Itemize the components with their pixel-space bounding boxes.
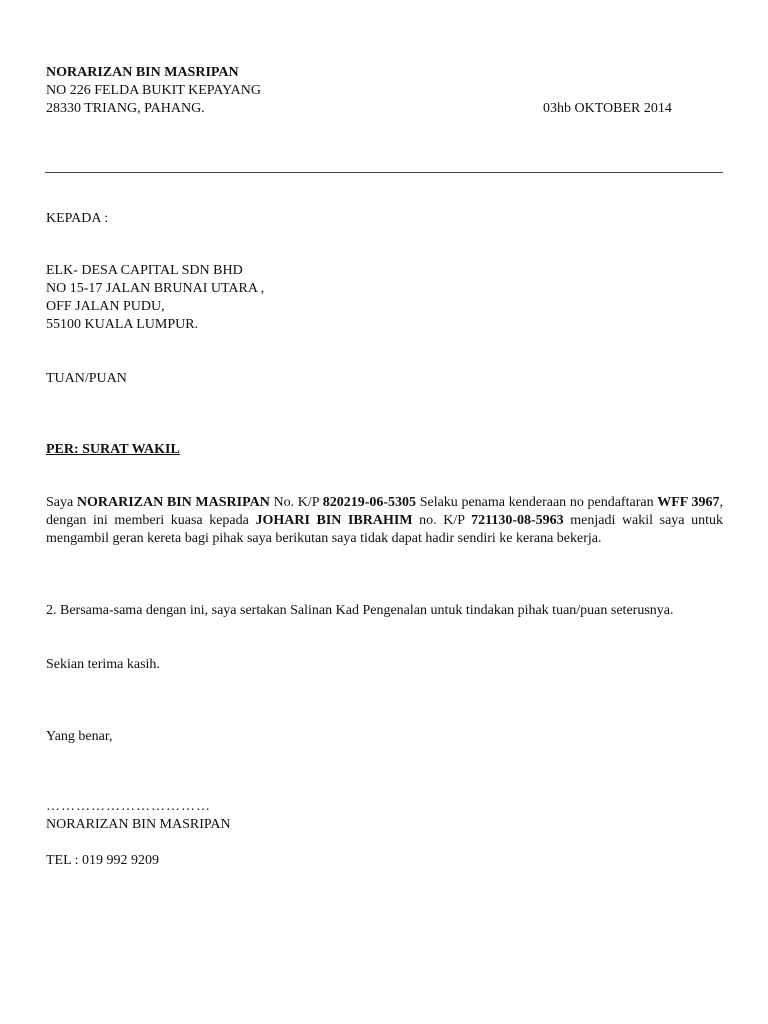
recipient-label: KEPADA : [46, 211, 109, 226]
p1-owner-ic: 820219-06-5305 [322, 495, 417, 510]
body-paragraph-1 [46, 494, 723, 548]
sender-address-line2: 28330 TRIANG, PAHANG. [46, 101, 205, 116]
p1-vehicle-plate: WFF 3967 [657, 495, 720, 510]
letter-date: 03hb OKTOBER 2014 [543, 101, 672, 116]
p1-text-1: Saya [46, 495, 77, 510]
recipient-address-line2: OFF JALAN PUDU, [46, 299, 165, 314]
sender-address-line1: NO 226 FELDA BUKIT KEPAYANG [46, 83, 261, 98]
closing-text: Sekian terima kasih. [46, 657, 160, 672]
signature-line: …………………………… [46, 799, 211, 814]
signature-name: NORARIZAN BIN MASRIPAN [46, 817, 231, 832]
header-divider [45, 172, 723, 173]
signoff-text: Yang benar, [46, 729, 113, 744]
salutation: TUAN/PUAN [46, 371, 127, 386]
signature-telephone: TEL : 019 992 9209 [46, 853, 160, 868]
recipient-company: ELK- DESA CAPITAL SDN BHD [46, 263, 243, 278]
p1-owner-name: NORARIZAN BIN MASRIPAN [76, 495, 270, 510]
p1-text-2: No. K/P [269, 495, 323, 510]
body-paragraph-2: 2. Bersama-sama dengan ini, saya sertakan Salinan Kad Pengenalan untuk tindakan pihak tuan/puan seterusnya. [46, 603, 674, 618]
p1-text-3: Selaku penama kenderaan no pendaftaran [416, 495, 658, 510]
recipient-address-line1: NO 15-17 JALAN BRUNAI UTARA , [46, 281, 265, 296]
p1-text-5: no. K/P [412, 513, 472, 528]
p1-representative-name: JOHARI BIN IBRAHIM [255, 513, 413, 528]
p1-text-6: menjadi wakil saya untuk mengambil geran kereta bagi pihak saya berikutan saya tidak dapat hadir sendiri ke kerana bekerja. [46, 513, 723, 546]
p1-representative-ic: 721130-08-5963 [471, 513, 564, 528]
recipient-address-line3: 55100 KUALA LUMPUR. [46, 317, 199, 332]
sender-name: NORARIZAN BIN MASRIPAN [46, 65, 239, 80]
p1-text-4: , dengan ini memberi kuasa kepada [46, 495, 723, 528]
letter-subject: PER: SURAT WAKIL [46, 442, 180, 457]
